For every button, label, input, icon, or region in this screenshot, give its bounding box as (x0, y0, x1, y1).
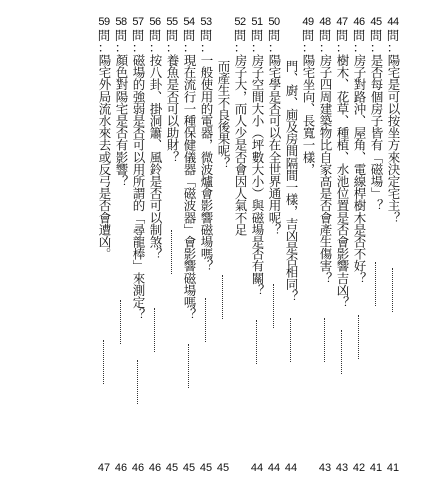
question-label: 問 (369, 28, 383, 43)
question-text: 房子大，而人少是否會因人氣不足 (233, 54, 248, 236)
question-number: 45 (370, 16, 382, 28)
colon: ： (335, 40, 349, 55)
question-label: 問 (148, 28, 162, 43)
leader-dots (154, 308, 155, 352)
colon: ： (250, 40, 264, 55)
question-number: 57 (132, 16, 144, 28)
toc-entry[interactable] (215, 60, 231, 169)
question-number: 55 (166, 16, 178, 28)
question-text: 陽宅外局流水來去或反弓是否會遭凶。 (97, 54, 112, 260)
leader-dots (273, 284, 274, 328)
question-text: 養魚是否可以助財？ (165, 54, 180, 163)
leader-dots (290, 318, 291, 362)
question-text: 門、廚、廁及房間隔間一樣，吉凶是否相同？ (284, 60, 299, 303)
question-text: 陽宅是可以按坐方來決定宅主？ (386, 54, 401, 224)
toc-entry[interactable] (96, 16, 112, 260)
leader-dots (222, 275, 223, 319)
question-number: 58 (115, 16, 127, 28)
question-number: 49 (302, 16, 314, 28)
question-label: 問 (335, 28, 349, 43)
toc-entry[interactable] (113, 16, 129, 187)
colon: ： (318, 40, 332, 55)
toc-entry[interactable] (317, 16, 333, 284)
question-label: 問 (267, 28, 281, 43)
question-number: 47 (336, 16, 348, 28)
toc-entry[interactable] (181, 16, 197, 320)
question-text: 陽宅學是否可以在全世界通用呢？ (267, 54, 282, 236)
question-text: 顏色對陽宅是否有影響？ (114, 54, 129, 188)
question-number: 48 (319, 16, 331, 28)
leader-dots (358, 315, 359, 359)
question-label: 問 (318, 28, 332, 43)
question-label: 問 (165, 28, 179, 43)
leader-dots (120, 300, 121, 344)
leader-dots (341, 330, 342, 374)
colon: ： (267, 40, 281, 55)
colon: ： (301, 40, 315, 55)
question-label: 問 (386, 28, 400, 43)
page-number[interactable]: 42 (352, 462, 366, 474)
page-number[interactable]: 45 (165, 462, 179, 474)
colon: ： (114, 40, 128, 55)
toc-entry[interactable] (283, 60, 299, 302)
question-label: 問 (301, 28, 315, 43)
toc-entry[interactable] (266, 16, 282, 236)
question-text: 房子四周建築物比自家高是否會產生傷害？ (318, 54, 333, 284)
question-label: 問 (97, 28, 111, 43)
question-text: 是否每個房子皆有「磁場」？ (369, 54, 384, 212)
colon: ： (182, 40, 196, 55)
leader-dots (375, 262, 376, 306)
question-label: 問 (131, 28, 145, 43)
colon: ： (369, 40, 383, 55)
question-label: 問 (199, 28, 213, 43)
page-number[interactable]: 43 (318, 462, 332, 474)
colon: ： (233, 40, 247, 55)
question-number: 44 (387, 16, 399, 28)
toc-entry[interactable] (249, 16, 265, 296)
colon: ： (352, 40, 366, 55)
question-number: 51 (251, 16, 263, 28)
question-text: 一般使用的電器，微波爐會影響磁場嗎？ (199, 54, 214, 272)
question-text: 現在流行一種保健儀器「磁波器」會影響磁場嗎？ (182, 54, 197, 321)
colon: ： (131, 40, 145, 55)
page-number[interactable]: 45 (216, 462, 230, 474)
page-number[interactable]: 43 (335, 462, 349, 474)
toc-entry[interactable] (385, 16, 401, 223)
page-number[interactable]: 44 (267, 462, 281, 474)
toc-entry[interactable] (351, 16, 367, 284)
leader-dots (171, 230, 172, 274)
colon: ： (386, 40, 400, 55)
question-text: 而產生不良後果呢？ (216, 60, 231, 169)
page-number[interactable]: 44 (250, 462, 264, 474)
page-number[interactable]: 45 (182, 462, 196, 474)
question-text: 磁場的強弱是否可以用所謂的「尋龍棒」來測定？ (131, 54, 146, 321)
leader-dots (188, 344, 189, 388)
leader-dots (103, 340, 104, 384)
toc-entry[interactable] (300, 16, 316, 175)
question-label: 問 (114, 28, 128, 43)
colon: ： (165, 40, 179, 55)
leader-dots (137, 360, 138, 404)
toc-entry[interactable] (147, 16, 163, 260)
question-label: 問 (233, 28, 247, 43)
question-text: 樹木、花草、種植、水池位置是否會影響吉凶？ (335, 54, 350, 309)
toc-entry[interactable] (368, 16, 384, 211)
question-text: 陽宅坐向、長寬一樣， (301, 54, 316, 176)
toc-entry[interactable] (198, 16, 214, 272)
question-number: 46 (353, 16, 365, 28)
question-number: 56 (149, 16, 161, 28)
leader-dots (324, 318, 325, 362)
page-number[interactable]: 45 (199, 462, 213, 474)
question-label: 問 (352, 28, 366, 43)
question-number: 59 (98, 16, 110, 28)
leader-dots (392, 268, 393, 312)
page-number[interactable]: 46 (148, 462, 162, 474)
question-text: 按八卦、掛洞簫、風鈴是否可以制煞？ (148, 54, 163, 260)
question-text: 房子空間大小（坪數大小）與磁場是否有關？ (250, 54, 265, 297)
question-number: 54 (183, 16, 195, 28)
question-number: 52 (234, 16, 246, 28)
page-number[interactable]: 47 (97, 462, 111, 474)
page-number[interactable]: 41 (386, 462, 400, 474)
page-number[interactable]: 41 (369, 462, 383, 474)
question-number: 53 (200, 16, 212, 28)
colon: ： (148, 40, 162, 55)
question-label: 問 (182, 28, 196, 43)
question-label: 問 (250, 28, 264, 43)
toc-entry[interactable] (334, 16, 350, 308)
question-text: 房子對路沖、屋角、電線桿樹木是否不好？ (352, 54, 367, 284)
colon: ： (97, 40, 111, 55)
toc-entry[interactable] (232, 16, 248, 236)
colon: ： (199, 40, 213, 55)
page-number[interactable]: 46 (114, 462, 128, 474)
question-number: 50 (268, 16, 280, 28)
page-number[interactable]: 46 (131, 462, 145, 474)
leader-dots (256, 320, 257, 364)
page-number[interactable]: 44 (284, 462, 298, 474)
toc-entry[interactable] (164, 16, 180, 163)
leader-dots (205, 298, 206, 342)
toc-entry[interactable] (130, 16, 146, 320)
